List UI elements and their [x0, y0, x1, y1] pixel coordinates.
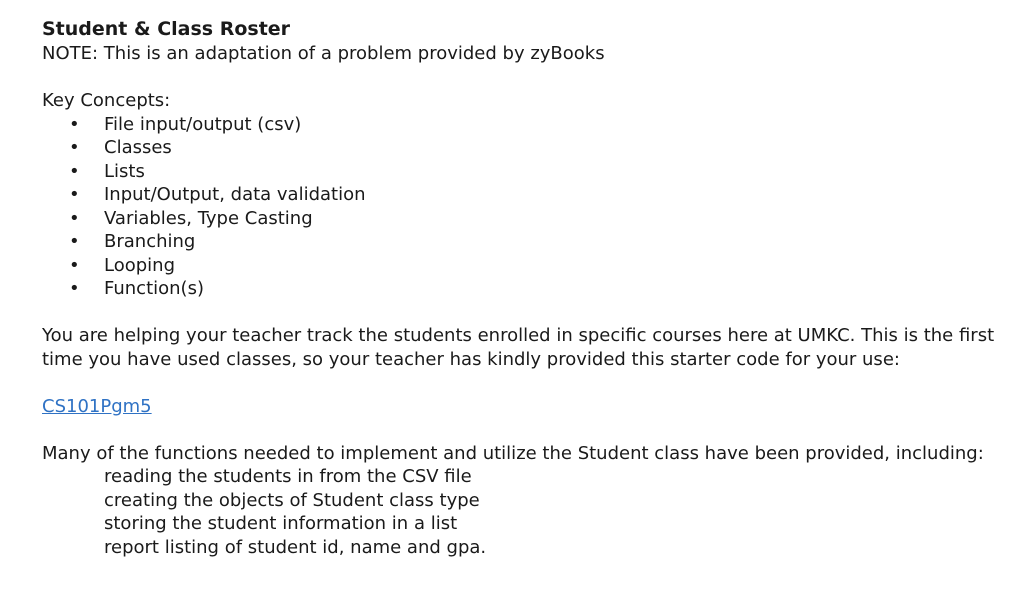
list-item: creating the objects of Student class type	[104, 489, 480, 511]
spacer	[42, 371, 1002, 395]
list-item: • File input/output (csv)	[69, 113, 302, 135]
spacer	[42, 301, 1002, 325]
list-item: • Input/Output, data validation	[69, 184, 366, 205]
list-item: reading the students in from the CSV file	[104, 466, 472, 487]
note-line: NOTE: This is an adaptation of a problem provided by zyBooks	[42, 43, 605, 64]
bullet-icon: •	[69, 184, 80, 205]
list-item: storing the student information in a list	[104, 513, 458, 534]
list-item: • Classes	[69, 137, 172, 158]
bullet-icon: •	[69, 278, 80, 299]
list-item: • Branching	[69, 231, 196, 252]
key-concepts-heading: Key Concepts:	[42, 90, 171, 111]
spacer	[42, 418, 1002, 442]
document-title: Student & Class Roster	[42, 18, 291, 40]
starter-code-link[interactable]: CS101Pgm5	[42, 395, 152, 417]
bullet-icon: •	[69, 137, 80, 158]
list-item: • Lists	[69, 160, 145, 182]
bullet-icon: •	[69, 113, 80, 135]
list-item: report listing of student id, name and gpa.	[104, 536, 487, 558]
list-item: • Looping	[69, 254, 175, 276]
functions-paragraph: Many of the functions needed to implement and utilize the Student class have been provided, including:	[42, 442, 984, 464]
intro-paragraph: You are helping your teacher track the students enrolled in specific courses here at UMKC. This is the first time you have used classes, so your teacher has kindly provided this starter code for your use:	[42, 325, 995, 370]
document-body	[42, 17, 1002, 559]
provided-items-list	[42, 465, 1002, 559]
key-concepts-list	[42, 113, 1002, 301]
list-item: • Variables, Type Casting	[69, 207, 313, 229]
bullet-icon: •	[69, 160, 80, 182]
spacer	[42, 66, 1002, 90]
bullet-icon: •	[69, 207, 80, 229]
list-item: • Function(s)	[69, 278, 204, 299]
bullet-icon: •	[69, 231, 80, 252]
bullet-icon: •	[69, 254, 80, 276]
